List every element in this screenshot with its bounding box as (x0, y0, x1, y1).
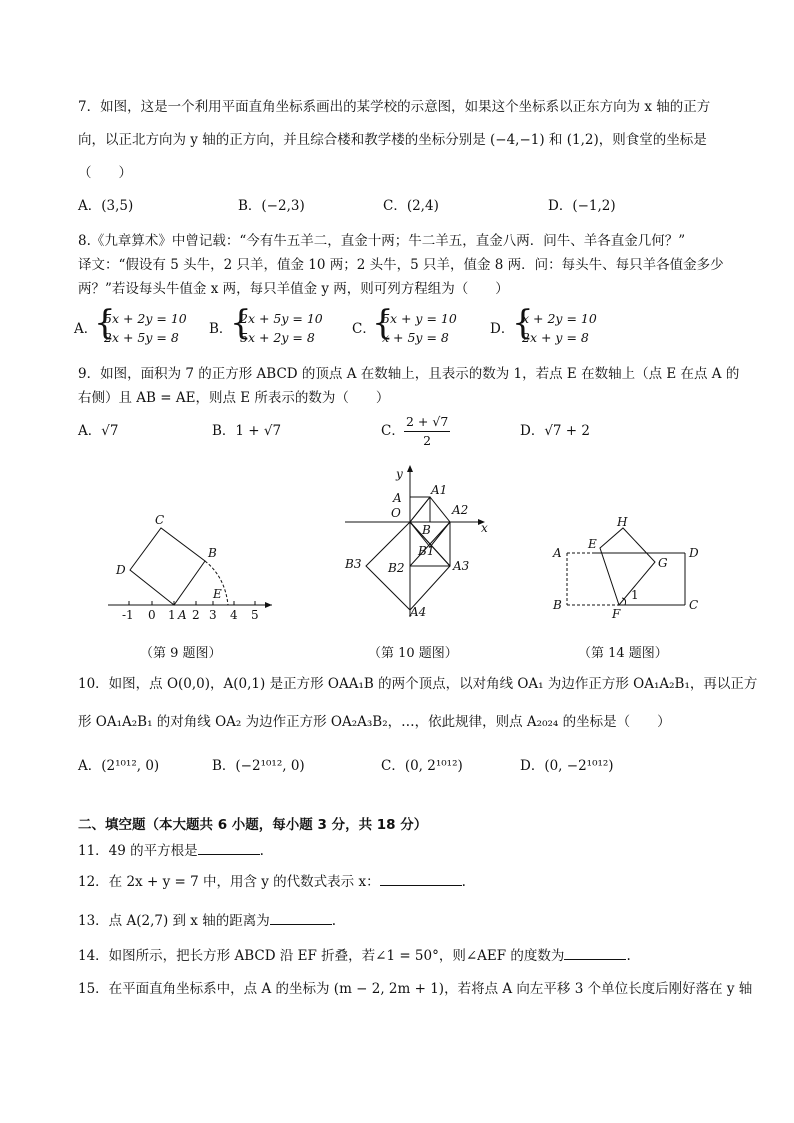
label-a: A (178, 608, 187, 622)
equation: x + 2y = 10 (522, 311, 597, 326)
q14 (78, 945, 631, 965)
arrow-head (265, 602, 272, 608)
q8-option-d-label[interactable]: D． (490, 321, 515, 337)
q13-answer-blank[interactable] (270, 910, 332, 925)
tick-label: 3 (209, 608, 217, 622)
folded-part (600, 528, 655, 605)
tick-label: 5 (251, 608, 259, 622)
q14-answer-blank[interactable] (564, 945, 626, 960)
label-a1: A1 (431, 483, 448, 497)
label-a2: A2 (452, 503, 469, 517)
q10-line1: 10．如图，点 O(0,0)，A(0,1) 是正方形 OAA₁B 的两个顶点，以对角线 OA₁ 为边作正方形 OA₁A₂B₁，再以正方 (78, 676, 758, 692)
label-o: O (391, 506, 401, 520)
label-a: A (393, 491, 402, 505)
label-b: B (553, 598, 562, 612)
label-b1: B1 (418, 544, 435, 558)
q8-options (0, 303, 794, 351)
q7-option-c[interactable]: C．(2,4) (383, 198, 439, 214)
label-c: C (689, 598, 699, 612)
q10-line2: 形 OA₁A₂B₁ 的对角线 OA₂ 为边作正方形 OA₂A₃B₂，…，依此规律，则点 A₂₀₂₄ 的坐标是（ ） (78, 714, 671, 730)
label-a: A (553, 546, 562, 560)
q12-answer-blank[interactable] (380, 871, 462, 886)
brace-glyph: { (94, 303, 116, 343)
label-h: H (617, 515, 628, 529)
q10-option-d[interactable]: D．(0, −2¹⁰¹²) (520, 758, 614, 774)
q11-end: . (259, 843, 264, 859)
q8-option-b-system[interactable] (230, 303, 323, 347)
label-a3: A3 (453, 559, 470, 573)
q11 (78, 840, 264, 860)
q7-option-d[interactable]: D．(−1,2) (548, 198, 616, 214)
q7-line1: 7．如图，这是一个利用平面直角坐标系画出的某学校的示意图，如果这个坐标系以正东方向为 x 轴的正方 (78, 99, 711, 115)
q9-line1: 9．如图，面积为 7 的正方形 ABCD 的顶点 A 在数轴上，且表示的数为 1，若点 E 在数轴上（点 E 在点 A 的 (78, 366, 740, 382)
q12-end: . (461, 874, 466, 890)
label-b: B (422, 523, 431, 537)
label-c: C (155, 513, 165, 527)
equation: 2x + 5y = 10 (240, 311, 323, 326)
label-b3: B3 (345, 557, 362, 571)
q8-line1: 8.《九章算术》中曾记载：“今有牛五羊二，直金十两；牛二羊五，直金八两．问牛、羊各直金几何？” (78, 233, 686, 249)
q9-option-c-fraction[interactable] (404, 413, 450, 450)
q14-end: . (626, 948, 631, 964)
square-abcd (130, 528, 205, 605)
fraction-denominator: 2 (423, 433, 432, 448)
label-d: D (689, 546, 699, 560)
label-b2: B2 (388, 561, 405, 575)
q10-option-b[interactable]: B．(−2¹⁰¹², 0) (212, 758, 305, 774)
q11-answer-blank[interactable] (198, 840, 260, 855)
q8-option-b-label[interactable]: B． (209, 321, 233, 337)
label-e: E (213, 587, 222, 601)
label-y: y (396, 467, 403, 481)
q14-text: 14．如图所示，把长方形 ABCD 沿 EF 折叠，若∠1 = 50°，则∠AEF 的度数为 (78, 948, 565, 964)
brace-glyph: { (372, 303, 394, 343)
q8-line2: 译文：“假设有 5 头牛，2 只羊，值金 10 两；2 头牛，5 只羊，值金 8 两．问：每头牛、每只羊各值金多少 (78, 257, 724, 273)
label-x: x (481, 521, 488, 535)
label-e: E (588, 537, 597, 551)
q7-line3: （ ） (78, 165, 132, 181)
figure-10 (340, 462, 500, 622)
q8-option-d-system[interactable] (512, 303, 597, 347)
label-angle-1: 1 (631, 588, 639, 602)
brace-glyph: { (230, 303, 252, 343)
q15-line1: 15．在平面直角坐标系中，点 A 的坐标为 (m − 2, 2m + 1)，若将点 A 向左平移 3 个单位长度后刚好落在 y 轴 (78, 981, 753, 997)
equation: 2x + 5y = 8 (104, 330, 179, 345)
label-f: F (612, 607, 621, 621)
q10-option-c[interactable]: C．(0, 2¹⁰¹²) (381, 758, 463, 774)
tick-label: 1 (168, 608, 176, 622)
label-g: G (658, 556, 668, 570)
q8-option-c-system[interactable] (372, 303, 457, 347)
q8-option-a-label[interactable]: A． (74, 321, 98, 337)
q9-option-c-label[interactable]: C． (381, 423, 405, 439)
equation: 5x + 2y = 8 (240, 330, 315, 345)
tick-label: -1 (122, 608, 134, 622)
q13-text: 13．点 A(2,7) 到 x 轴的距离为 (78, 913, 270, 929)
figure-9-caption: （第 9 题图） (140, 646, 222, 661)
tick-label: 0 (148, 608, 156, 622)
q8-option-a-system[interactable] (94, 303, 187, 347)
q7-option-b[interactable]: B．(−2,3) (238, 198, 305, 214)
q13 (78, 910, 336, 930)
equation: 5x + 2y = 10 (104, 311, 187, 326)
figure-14-caption: （第 14 题图） (578, 646, 668, 661)
label-d: D (116, 563, 126, 577)
label-b: B (208, 546, 217, 560)
fraction-numerator: 2 + √7 (404, 413, 450, 432)
q13-end: . (331, 913, 337, 929)
q8-option-c-label[interactable]: C． (352, 321, 376, 337)
q9-option-b[interactable]: B．1 + √7 (212, 423, 282, 439)
equation: 2x + y = 8 (522, 330, 589, 345)
q10-options (0, 757, 794, 777)
section-2-title: 二、填空题（本大题共 6 小题，每小题 3 分，共 18 分） (78, 817, 428, 833)
q10-option-a[interactable]: A．(2¹⁰¹², 0) (78, 758, 160, 774)
q9-options (0, 413, 794, 455)
q9-option-d[interactable]: D．√7 + 2 (520, 423, 590, 439)
label-a4: A4 (410, 605, 427, 619)
q7-line2: 向，以正北方向为 y 轴的正方向，并且综合楼和教学楼的坐标分别是 (−4,−1) 和 (1,2)，则食堂的坐标是 (78, 132, 707, 148)
figure-10-caption: （第 10 题图） (368, 646, 458, 661)
q12-text: 12．在 2x + y = 7 中，用含 y 的代数式表示 x： (78, 874, 380, 890)
tick-label: 4 (230, 608, 238, 622)
arrow-head (407, 465, 413, 472)
brace-glyph: { (512, 303, 534, 343)
q7-options (0, 197, 794, 217)
tick-label: 2 (192, 608, 200, 622)
figure-14 (545, 510, 710, 620)
q11-text: 11．49 的平方根是 (78, 843, 198, 859)
q9-option-a[interactable]: A．√7 (78, 423, 119, 439)
equation: 5x + y = 10 (382, 311, 457, 326)
q9-line2: 右侧）且 AB = AE，则点 E 所表示的数为（ ） (78, 390, 390, 406)
figure-9 (100, 505, 285, 630)
q12 (78, 871, 466, 891)
equation: x + 5y = 8 (382, 330, 449, 345)
q8-line3: 两？”若设每头牛值金 x 两，每只羊值金 y 两，则可列方程组为（ ） (78, 281, 509, 297)
q7-option-a[interactable]: A．(3,5) (78, 198, 134, 214)
